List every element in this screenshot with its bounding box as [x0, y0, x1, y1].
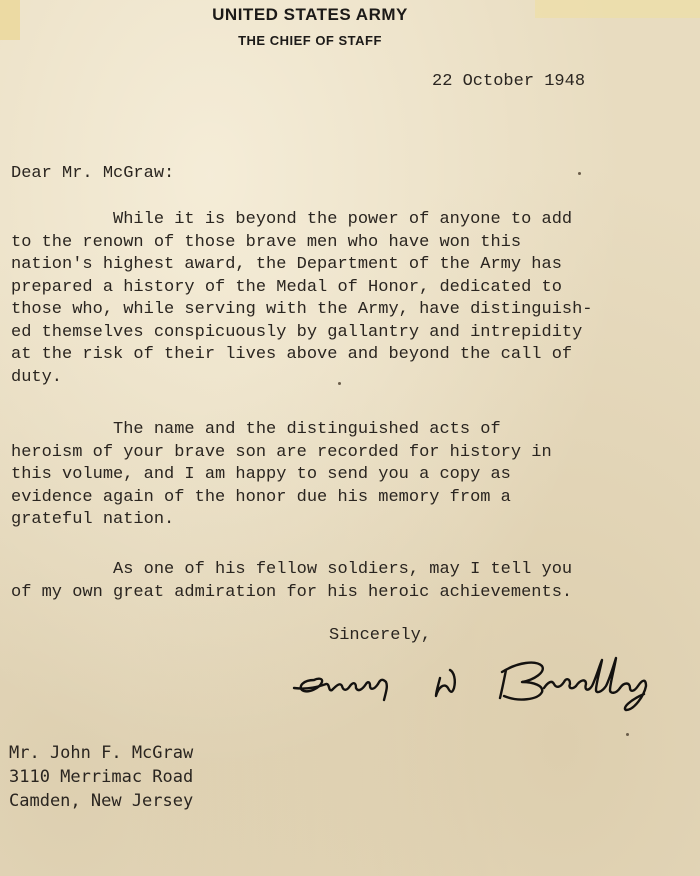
- paragraph-line: ed themselves conspicuously by gallantry and intrepidity: [11, 322, 583, 342]
- paragraph-line: to the renown of those brave men who have won this: [11, 232, 522, 252]
- paragraph-line: While it is beyond the power of anyone to add: [11, 210, 573, 229]
- paragraph-line: prepared a history of the Medal of Honor, dedicated to: [11, 277, 562, 297]
- recipient-name: Mr. John F. McGraw: [9, 743, 194, 763]
- recipient-city: Camden, New Jersey: [9, 791, 194, 811]
- paper-speck: [578, 172, 581, 175]
- paragraph-line: nation's highest award, the Department of the Army has: [11, 255, 562, 274]
- handwritten-signature: [290, 648, 660, 716]
- paper-speck: [338, 382, 341, 385]
- paragraph-line: As one of his fellow soldiers, may I tell you: [11, 560, 573, 579]
- body-paragraph-2: [11, 419, 651, 532]
- paragraph-line: duty.: [11, 367, 63, 387]
- letterhead-office: THE CHIEF OF STAFF: [238, 33, 382, 48]
- recipient-street: 3110 Merrimac Road: [9, 767, 194, 787]
- paragraph-line: The name and the distinguished acts of: [11, 420, 501, 439]
- letter-date: 22 October 1948: [432, 72, 586, 91]
- closing: Sincerely,: [329, 626, 432, 645]
- recipient-address: [9, 741, 193, 813]
- paragraph-line: heroism of your brave son are recorded for history in: [11, 442, 552, 462]
- letterhead-organization: UNITED STATES ARMY: [212, 5, 408, 24]
- paragraph-line: grateful nation.: [11, 510, 175, 529]
- paragraph-line: evidence again of the honor due his memory from a: [11, 487, 511, 507]
- body-paragraph-3: [11, 559, 651, 604]
- paragraph-line: at the risk of their lives above and beyond the call of: [11, 345, 573, 364]
- body-paragraph-1: [11, 209, 651, 389]
- paragraph-line: of my own great admiration for his heroic achievements.: [11, 582, 573, 602]
- salutation: Dear Mr. McGraw:: [11, 164, 175, 183]
- paper-speck: [626, 733, 629, 736]
- paragraph-line: this volume, and I am happy to send you a copy as: [11, 465, 511, 484]
- paragraph-line: those who, while serving with the Army, have distinguish-: [11, 300, 593, 319]
